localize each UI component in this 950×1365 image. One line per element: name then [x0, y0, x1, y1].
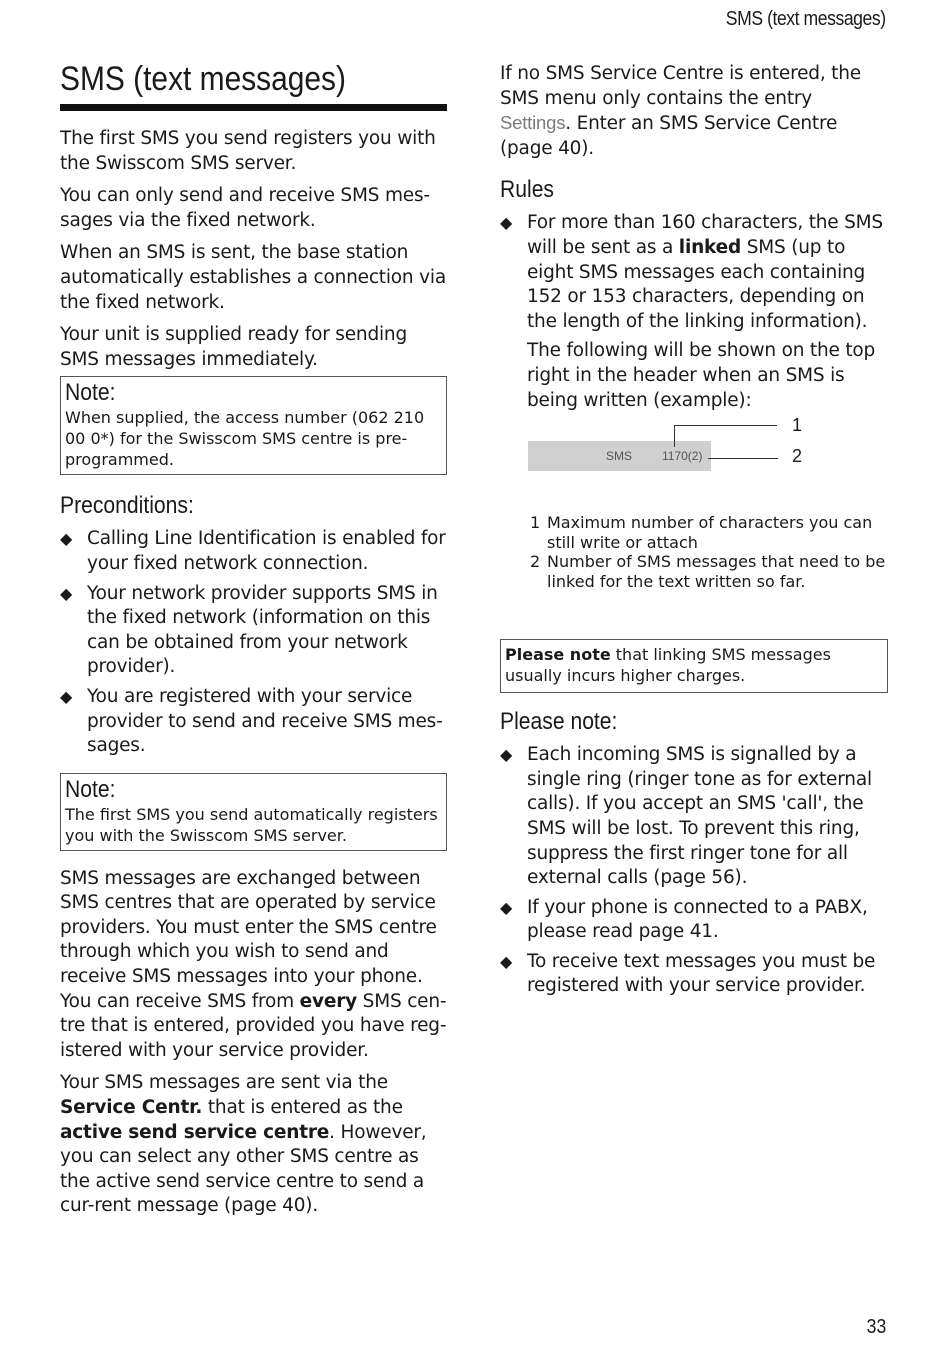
- intro-paragraph: Your unit is supplied ready for sending SMS messages immediately.: [60, 324, 407, 370]
- page-title: SMS (text messages): [60, 60, 346, 98]
- emphasis-linked: linked: [678, 236, 742, 258]
- send-paragraph: [60, 1071, 447, 1219]
- text-run: SMS messages are exchanged between SMS centres that are operated by service providers. You must enter the SMS centre through which you wish to send and receive SMS messages into your phone. You can receive SMS from: [60, 867, 437, 1012]
- list-item: [500, 743, 888, 891]
- sms-header-display-example: [528, 415, 888, 501]
- intro-paragraph: When an SMS is sent, the base station automatically establishes a connection via the fixed network.: [60, 242, 446, 313]
- text-run: For more than 160 characters, the SMS will be sent as a: [527, 212, 883, 258]
- note-title: Note:: [65, 775, 116, 803]
- diamond-bullet-icon: ◆: [500, 951, 513, 971]
- legend-number: 1: [530, 513, 541, 533]
- intro-paragraph: You can only send and receive SMS mes-sages via the fixed network.: [60, 185, 430, 231]
- menu-term-settings: Settings: [500, 112, 566, 134]
- please-note-heading: Please note:: [500, 708, 618, 736]
- callout-line: [708, 458, 778, 459]
- right-column: [500, 62, 888, 1007]
- emphasis-every: every: [299, 990, 357, 1012]
- text-run: that is entered as the: [202, 1097, 403, 1119]
- legend-item: [530, 552, 888, 591]
- note-box-registration: [60, 773, 447, 851]
- list-item-text: If your phone is connected to a PABX, please read page 41.: [527, 896, 868, 943]
- rules-heading: Rules: [500, 176, 554, 204]
- text-run: SMS (up to eight SMS messages each containing 152 or 153 characters, depending on the length of the linking information).: [527, 236, 868, 332]
- charges-note-text: that linking SMS messages usually incurs higher charges.: [505, 645, 831, 686]
- note-text: The first SMS you send automatically registers you with the Swisscom SMS server.: [65, 804, 438, 845]
- callout-line: [674, 425, 675, 447]
- text-run: SMS cen-tre that is entered, provided you have reg-istered with your service provider.: [60, 990, 447, 1061]
- text-run: . However, you can select any other SMS centre as the active send service centre to send a cur-rent message (page 40).: [60, 1121, 427, 1217]
- display-sms-label: SMS: [606, 449, 633, 464]
- list-item-text: Your network provider supports SMS in the fixed network (information on this can be obtained from your network provider).: [87, 582, 438, 678]
- list-item: [60, 685, 447, 759]
- legend-text: Number of SMS messages that need to be linked for the text written so far.: [547, 552, 886, 591]
- diamond-bullet-icon: ◆: [60, 686, 73, 706]
- term-active-send-service-centre: active send service centre: [60, 1121, 330, 1143]
- list-item: [60, 582, 447, 680]
- diamond-bullet-icon: ◆: [60, 583, 73, 603]
- left-column: [60, 58, 447, 1227]
- list-item-text: Calling Line Identification is enabled for your fixed network connection.: [87, 528, 446, 574]
- charges-note-box: [500, 639, 888, 693]
- list-item-text: You are registered with your service provider to send and receive SMS mes-sages.: [87, 685, 443, 757]
- note-title: Note:: [65, 379, 116, 407]
- callout-number-2: 2: [792, 446, 803, 467]
- title-rule: [60, 104, 447, 111]
- intro-paragraph: The first SMS you send registers you with the Swisscom SMS server.: [60, 128, 436, 174]
- rules-follow-paragraph: The following will be shown on the top right in the header when an SMS is being written (example):: [527, 340, 876, 411]
- page-number: 33: [866, 1316, 886, 1338]
- preconditions-list: [60, 527, 447, 758]
- diamond-bullet-icon: ◆: [500, 897, 513, 917]
- diamond-bullet-icon: ◆: [60, 529, 73, 549]
- legend-item: [530, 513, 888, 552]
- diamond-bullet-icon: ◆: [500, 745, 513, 765]
- list-item: [500, 211, 888, 334]
- text-run: Your SMS messages are sent via the: [60, 1072, 388, 1094]
- list-item: [500, 950, 888, 999]
- text-run: If no SMS Service Centre is entered, the SMS menu only contains the entry: [500, 63, 861, 109]
- no-centre-paragraph: [500, 62, 888, 161]
- note-text: When supplied, the access number (062 210 00 0*) for the Swisscom SMS centre is pre-programmed.: [65, 408, 425, 470]
- exchange-paragraph: [60, 867, 447, 1064]
- please-note-label: Please note: [505, 645, 611, 665]
- display-character-counter: 1170(2): [662, 449, 703, 464]
- preconditions-heading: Preconditions:: [60, 492, 194, 520]
- callout-number-1: 1: [792, 415, 803, 436]
- term-service-centr: Service Centr.: [60, 1097, 203, 1119]
- diamond-bullet-icon: ◆: [500, 213, 513, 233]
- text-run: . Enter an SMS Service Centre (page 40).: [500, 113, 838, 159]
- display-legend: [530, 513, 888, 591]
- please-note-list: [500, 743, 888, 999]
- note-box-access-number: [60, 376, 447, 475]
- list-item-text: Each incoming SMS is signalled by a single ring (ringer tone as for external calls). If you accept an SMS 'call', the SMS will be lost. To prevent this ring, suppress the first ringer tone for all external calls (page 56).: [527, 744, 872, 889]
- legend-text: Maximum number of characters you can still write or attach: [547, 513, 873, 552]
- list-item-text: To receive text messages you must be registered with your service provider.: [527, 950, 876, 997]
- list-item: [60, 527, 447, 576]
- legend-number: 2: [530, 552, 541, 572]
- running-head: SMS (text messages): [726, 8, 886, 30]
- list-item: [500, 896, 888, 945]
- callout-line: [674, 425, 777, 426]
- rules-list: [500, 211, 888, 334]
